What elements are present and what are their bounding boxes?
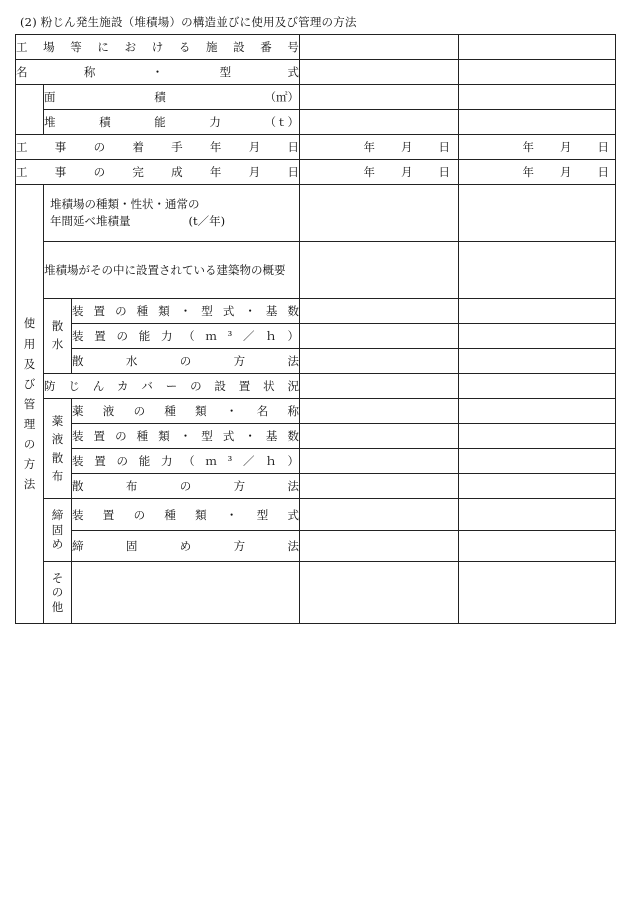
label-char: 式 <box>287 65 299 79</box>
row-start-date <box>16 135 616 160</box>
label-char: の <box>115 304 127 318</box>
value-cell-2[interactable] <box>459 474 616 499</box>
label-chemical-method <box>72 474 300 499</box>
label-area <box>44 85 300 110</box>
label-completion-date <box>16 160 300 185</box>
row-sprinkle-method <box>16 349 616 374</box>
label-char: 名 <box>256 404 269 418</box>
label-char: 置 <box>102 507 115 522</box>
facility-form-table <box>15 34 616 624</box>
label-char: る <box>178 40 191 54</box>
label-char: 水 <box>125 354 138 368</box>
value-cell-1[interactable] <box>300 324 459 349</box>
label-char: の <box>116 454 128 468</box>
label-name-model <box>16 60 300 85</box>
label-char: の <box>116 329 128 343</box>
label-char: の <box>179 479 192 493</box>
label-char: （ <box>183 454 195 468</box>
label-char: 称 <box>287 404 299 418</box>
label-char: ・ <box>225 507 238 522</box>
value-cell-1[interactable] <box>300 85 459 110</box>
row-dust-cover <box>16 374 616 399</box>
label-char: ） <box>287 454 299 468</box>
label-char: 置 <box>238 379 251 393</box>
label-char: じ <box>68 379 80 393</box>
label-facility-number <box>16 35 300 60</box>
label-char: 月 <box>248 165 261 179</box>
value-cell-1[interactable] <box>300 424 459 449</box>
row-area <box>16 85 616 110</box>
label-char: び <box>23 376 36 391</box>
label-char: 積 <box>154 90 166 104</box>
value-cell-2[interactable] <box>459 324 616 349</box>
label-chemical-device-type <box>72 424 300 449</box>
label-char: 称 <box>83 65 96 79</box>
year-unit: 年 <box>522 165 534 179</box>
label-char: ³ <box>227 454 233 468</box>
label-char: 装 <box>72 454 84 468</box>
label-char: 他 <box>51 599 64 614</box>
label-char: 年 <box>209 140 222 154</box>
label-char: の <box>93 140 106 154</box>
label-char: 薬 <box>51 413 64 428</box>
label-char: ｈ <box>265 454 277 468</box>
label-scale-group <box>16 85 44 135</box>
month-unit: 月 <box>401 140 413 154</box>
value-cell-2[interactable] <box>459 562 616 624</box>
label-sprinkle-device-type <box>72 299 300 324</box>
label-char: 数 <box>287 429 299 443</box>
label-char: 設 <box>233 40 245 54</box>
label-char: 能 <box>154 115 166 129</box>
label-char: 力 <box>209 115 221 129</box>
label-capacity <box>44 110 300 135</box>
label-char: 布 <box>125 479 138 493</box>
label-char: ・ <box>179 304 192 318</box>
year-unit: 年 <box>363 140 375 154</box>
row-chemical-device-type <box>16 424 616 449</box>
label-dust-cover <box>44 374 300 399</box>
label-char: 基 <box>265 304 278 318</box>
label-char: の <box>51 585 64 600</box>
row-capacity <box>16 110 616 135</box>
day-unit: 日 <box>597 140 609 154</box>
label-char: 固 <box>51 522 64 537</box>
label-char: の <box>93 165 106 179</box>
value-cell-2[interactable] <box>459 374 616 399</box>
label-char: 面 <box>44 90 56 104</box>
value-cell-2[interactable] <box>459 35 616 60</box>
label-char: 装 <box>72 329 84 343</box>
value-cell-1[interactable] <box>300 499 459 531</box>
label-char: 日 <box>287 140 299 154</box>
label-char: 況 <box>287 379 299 393</box>
label-pile-type <box>44 185 300 242</box>
label-char: ・ <box>179 429 192 443</box>
label-char: 事 <box>54 165 67 179</box>
value-cell-2[interactable] <box>459 424 616 449</box>
year-unit: 年 <box>522 140 534 154</box>
label-char: 用 <box>23 336 36 351</box>
value-cell-1[interactable] <box>300 35 459 60</box>
label-char: 散 <box>72 354 84 368</box>
label-char: 法 <box>287 479 299 493</box>
day-unit: 日 <box>597 165 609 179</box>
label-char: 布 <box>51 468 64 483</box>
label-char: カ <box>117 379 129 393</box>
label-char: 工 <box>16 165 28 179</box>
label-char: 方 <box>23 457 36 472</box>
label-char: 類 <box>158 304 170 318</box>
row-sprinkle-device-type <box>16 299 616 324</box>
label-char: め <box>179 539 192 553</box>
value-cell-2[interactable] <box>459 531 616 562</box>
row-facility-number <box>16 35 616 60</box>
label-char: 類 <box>195 404 207 418</box>
label-char: ｍ <box>205 454 217 468</box>
label-char: 種 <box>136 304 149 318</box>
label-char: お <box>124 40 137 54</box>
value-cell-1[interactable] <box>300 474 459 499</box>
label-char: 場 <box>43 40 55 54</box>
label-char: 置 <box>93 304 106 318</box>
label-char: 設 <box>214 379 226 393</box>
value-cell-2[interactable] <box>459 85 616 110</box>
pile-type-line2: 年間延べ堆積量 <box>50 214 131 228</box>
label-char: 数 <box>287 304 299 318</box>
month-unit: 月 <box>560 140 572 154</box>
label-char: の <box>23 437 36 452</box>
label-char: 類 <box>195 507 207 522</box>
label-char: 種 <box>164 507 176 522</box>
label-char: ） <box>287 329 299 343</box>
row-completion-date <box>16 160 616 185</box>
label-char: 型 <box>256 507 269 522</box>
value-cell-1[interactable] <box>300 299 459 324</box>
label-char: 名 <box>16 65 28 79</box>
label-compaction-group <box>44 499 72 562</box>
label-char: 液 <box>102 404 115 418</box>
label-char: 方 <box>233 479 246 493</box>
value-cell-1[interactable] <box>300 349 459 374</box>
label-char: （㎡） <box>264 90 299 104</box>
label-char: （ｔ） <box>264 115 299 129</box>
row-chemical-liquid-type <box>16 399 616 424</box>
label-char: 月 <box>248 140 261 154</box>
page-title: (2) 粉じん発生施設（堆積場）の構造並びに使用及び管理の方法 <box>20 15 357 29</box>
label-char: ・ <box>244 304 256 318</box>
label-char: 力 <box>160 329 173 343</box>
label-char: 番 <box>260 40 272 54</box>
label-char: 置 <box>94 329 106 343</box>
value-cell-2[interactable] <box>459 299 616 324</box>
value-cell-1[interactable] <box>300 531 459 562</box>
label-chemical-liquid-type <box>72 399 300 424</box>
label-char: 及 <box>23 356 36 371</box>
label-char: 完 <box>132 165 144 179</box>
label-char: 装 <box>72 304 84 318</box>
row-pile-type <box>16 185 616 242</box>
label-char: （ <box>183 329 195 343</box>
label-char: に <box>97 40 109 54</box>
label-char: 法 <box>287 539 299 553</box>
label-char: 能 <box>138 454 151 468</box>
label-char: け <box>151 40 164 54</box>
label-char: 手 <box>171 140 183 154</box>
label-char: 薬 <box>72 404 84 418</box>
value-cell-1[interactable] <box>300 60 459 85</box>
label-start-date <box>16 135 300 160</box>
label-char: 置 <box>93 429 106 443</box>
month-unit: 月 <box>560 165 572 179</box>
label-char: ／ <box>243 454 255 468</box>
label-char: 装 <box>72 507 84 522</box>
value-cell-2[interactable] <box>459 349 616 374</box>
label-char: 液 <box>51 432 64 447</box>
label-char: 日 <box>287 165 299 179</box>
label-char: 方 <box>233 539 246 553</box>
value-cell-2[interactable] <box>459 185 616 242</box>
row-compaction-method <box>16 531 616 562</box>
label-char: 種 <box>164 404 176 418</box>
label-char: ・ <box>225 404 238 418</box>
label-char: 着 <box>132 140 144 154</box>
label-char: 式 <box>222 429 235 443</box>
label-char: の <box>133 404 146 418</box>
label-compaction-device-type <box>72 499 300 531</box>
value-cell-1[interactable] <box>300 374 459 399</box>
label-char: 等 <box>70 40 82 54</box>
label-sprinkle-method <box>72 349 300 374</box>
date-cell-2[interactable] <box>459 160 616 185</box>
label-building-outline: 堆積場がその中に設置されている建築物の概要 <box>44 242 300 299</box>
label-sprinkle-group <box>44 299 72 374</box>
value-cell-2[interactable] <box>459 242 616 299</box>
label-char: の <box>190 379 202 393</box>
label-char: 型 <box>201 304 213 318</box>
row-chemical-device-capacity <box>16 449 616 474</box>
date-cell-1[interactable] <box>300 160 459 185</box>
date-cell-1[interactable] <box>300 135 459 160</box>
label-char: 種 <box>136 429 149 443</box>
value-cell-1[interactable] <box>300 110 459 135</box>
label-char: 散 <box>51 450 64 465</box>
label-char: の <box>179 354 192 368</box>
label-char: 散 <box>51 319 64 334</box>
label-char: 置 <box>94 454 106 468</box>
label-char: 防 <box>44 379 56 393</box>
label-char: バ <box>141 379 153 393</box>
value-cell-2[interactable] <box>459 449 616 474</box>
label-char: 施 <box>205 40 218 54</box>
label-char: 基 <box>265 429 278 443</box>
label-char: 式 <box>222 304 235 318</box>
month-unit: 月 <box>401 165 413 179</box>
label-char: 類 <box>158 429 170 443</box>
value-cell-2[interactable] <box>459 60 616 85</box>
label-char: 法 <box>23 477 36 492</box>
label-char: 使 <box>23 316 36 331</box>
value-cell-1[interactable] <box>300 562 459 624</box>
label-char: ・ <box>244 429 256 443</box>
label-char: 能 <box>138 329 151 343</box>
row-name-model <box>16 60 616 85</box>
label-char: ｈ <box>265 329 277 343</box>
label-other-group <box>44 562 72 624</box>
label-char: 工 <box>16 140 28 154</box>
value-cell-1[interactable] <box>300 399 459 424</box>
label-char: 年 <box>209 165 222 179</box>
label-char: 管 <box>23 396 36 411</box>
label-char: 力 <box>160 454 173 468</box>
label-char: 号 <box>287 40 299 54</box>
label-char: 方 <box>233 354 246 368</box>
label-char: 固 <box>125 539 138 553</box>
label-char: 型 <box>201 429 213 443</box>
row-other <box>16 562 616 624</box>
day-unit: 日 <box>438 165 450 179</box>
label-chemical-group <box>44 399 72 499</box>
date-cell-2[interactable] <box>459 135 616 160</box>
value-cell-other-text[interactable] <box>72 562 300 624</box>
label-char: 型 <box>219 65 232 79</box>
label-char: ／ <box>243 329 255 343</box>
label-char: め <box>51 537 64 552</box>
label-char: の <box>115 429 127 443</box>
label-char: ・ <box>151 65 164 79</box>
year-unit: 年 <box>363 165 375 179</box>
label-char: 成 <box>171 165 183 179</box>
label-char: 水 <box>51 337 64 351</box>
label-char: 式 <box>287 507 299 522</box>
row-building-outline <box>16 242 616 299</box>
label-char: ｍ <box>205 329 217 343</box>
value-cell-1[interactable] <box>300 242 459 299</box>
label-char: 装 <box>72 429 84 443</box>
value-cell-2[interactable] <box>459 399 616 424</box>
label-compaction-method <box>72 531 300 562</box>
value-cell-2[interactable] <box>459 110 616 135</box>
row-compaction-device-type <box>16 499 616 531</box>
label-sprinkle-device-capacity <box>72 324 300 349</box>
label-char: ー <box>165 379 178 393</box>
value-cell-1[interactable] <box>300 185 459 242</box>
label-char: 事 <box>54 140 67 154</box>
value-cell-2[interactable] <box>459 499 616 531</box>
label-chemical-device-capacity <box>72 449 300 474</box>
day-unit: 日 <box>438 140 450 154</box>
label-char: ³ <box>227 329 233 343</box>
label-char: 散 <box>72 479 84 493</box>
label-char: の <box>133 507 146 522</box>
value-cell-1[interactable] <box>300 449 459 474</box>
label-char: 理 <box>23 417 36 432</box>
label-char: 締 <box>51 508 64 523</box>
label-usage-group <box>16 185 44 624</box>
label-char: ん <box>92 379 105 393</box>
row-sprinkle-device-capacity <box>16 324 616 349</box>
label-char: 法 <box>287 354 299 368</box>
row-chemical-method <box>16 474 616 499</box>
pile-type-unit: (t／年) <box>188 214 226 228</box>
pile-type-line1: 堆積場の種類・性状・通常の <box>50 197 200 212</box>
label-char: 堆 <box>44 115 56 129</box>
label-char: 積 <box>99 115 111 129</box>
label-char: そ <box>51 570 64 585</box>
label-char: 状 <box>263 379 275 393</box>
label-char: 締 <box>72 539 84 553</box>
label-char: 工 <box>16 40 28 54</box>
